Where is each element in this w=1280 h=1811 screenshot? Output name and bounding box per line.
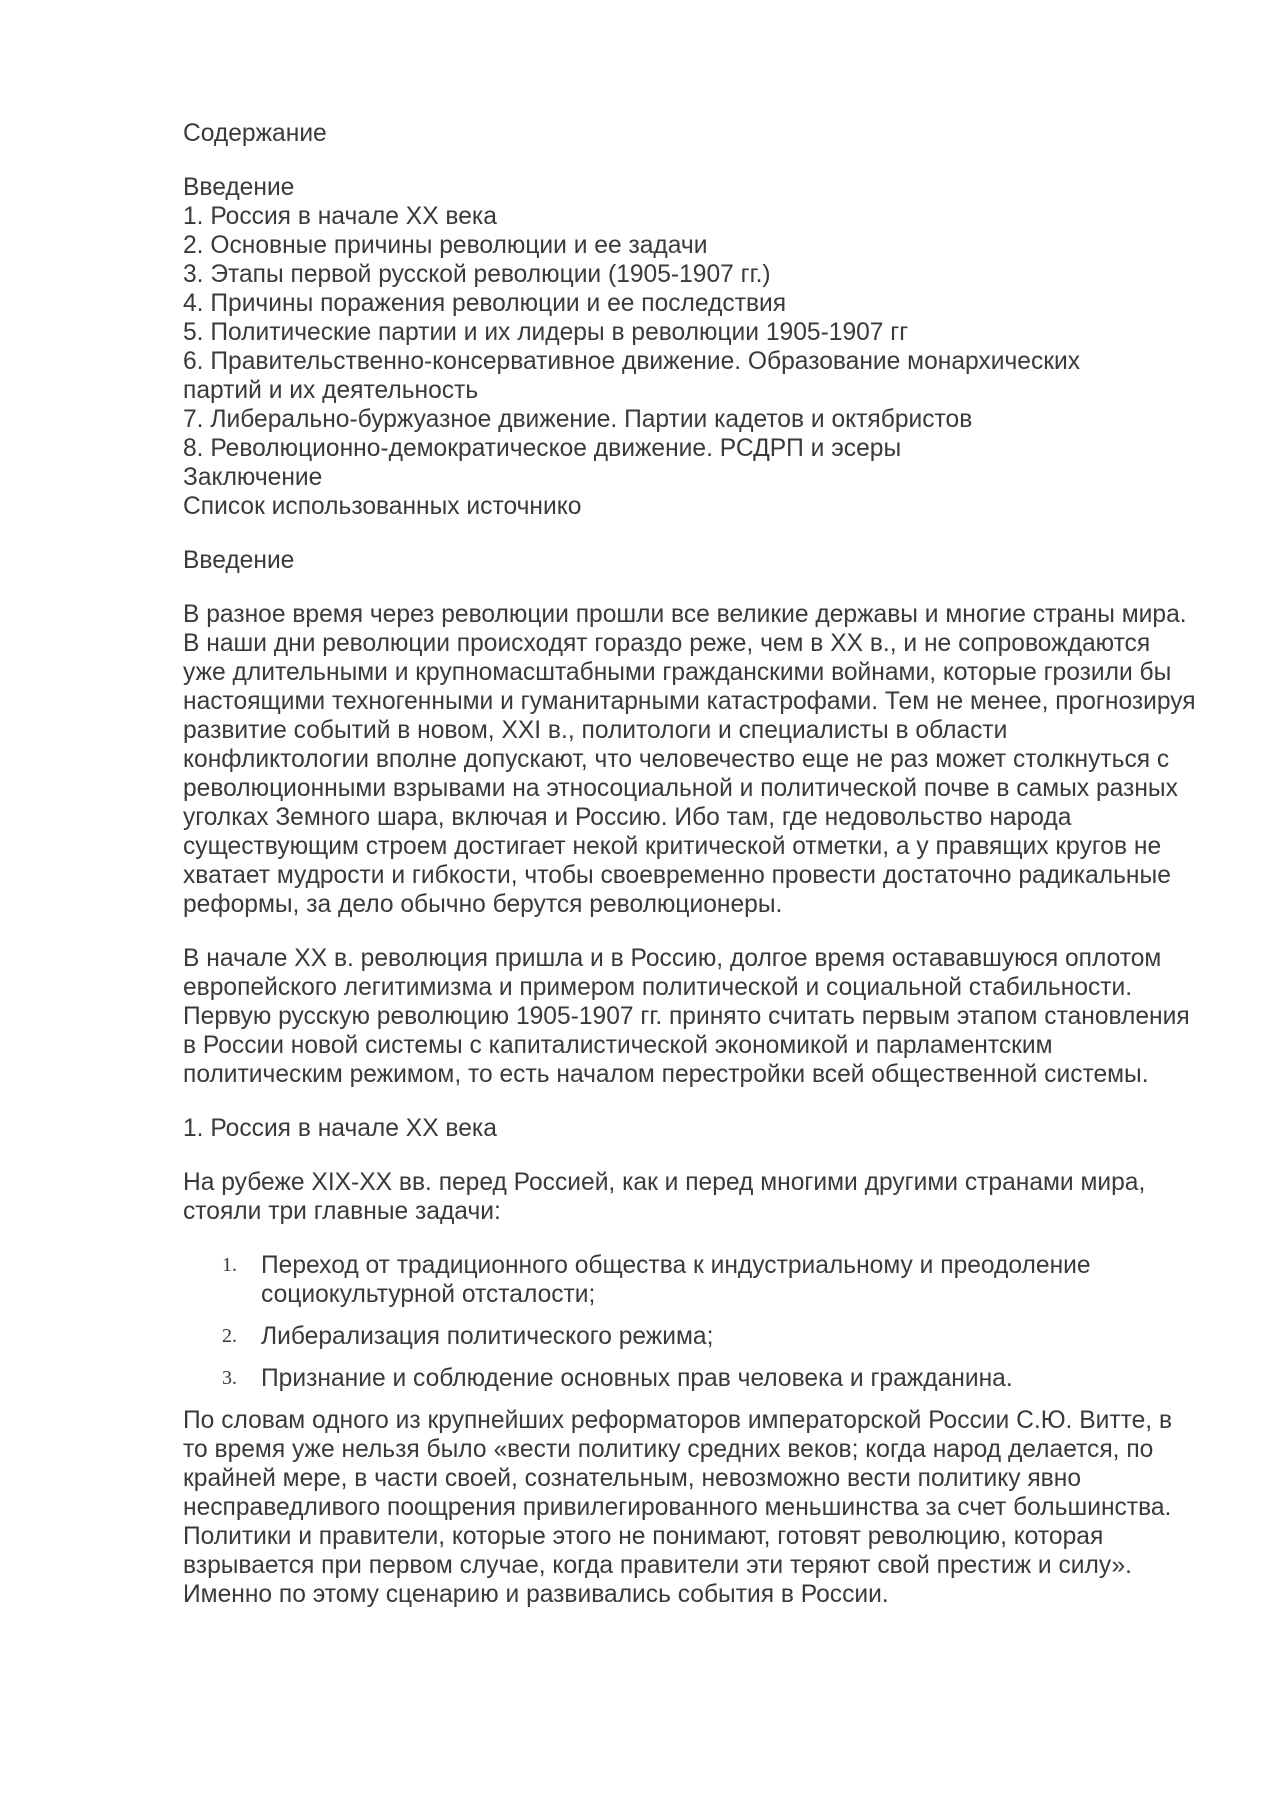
toc-item: 5. Политические партии и их лидеры в революции 1905-1907 гг	[183, 319, 909, 346]
list-item-text: Переход от традиционного общества к индустриальному и преодоление социокультурной отсталости;	[261, 1252, 1091, 1308]
list-item-number: 1.	[222, 1254, 237, 1276]
list-item-number: 2.	[222, 1325, 237, 1347]
list-item	[183, 1364, 1198, 1393]
toc-item: 2. Основные причины революции и ее задачи	[183, 232, 708, 259]
table-of-contents	[183, 173, 1198, 521]
toc-item: 3. Этапы первой русской революции (1905-1907 гг.)	[183, 261, 771, 288]
list-item	[183, 1322, 1198, 1351]
section-1-heading: 1. Россия в начале XX века	[183, 1115, 497, 1142]
toc-item: Список использованных источнико	[183, 493, 582, 520]
document-page	[183, 119, 1198, 1634]
toc-item: Введение	[183, 174, 295, 201]
section-1-paragraph-1: На рубеже XIX-XX вв. перед Россией, как и перед многими другими странами мира, стояли три главные задачи:	[183, 1169, 1146, 1225]
list-item	[183, 1251, 1198, 1309]
toc-item: 6. Правительственно-консервативное движение. Образование монархических	[183, 348, 1081, 375]
toc-item: Заключение	[183, 464, 323, 491]
list-item-text: Признание и соблюдение основных прав человека и гражданина.	[261, 1365, 1013, 1392]
tasks-list	[183, 1251, 1198, 1393]
toc-item: 1. Россия в начале XX века	[183, 203, 497, 230]
toc-title: Содержание	[183, 120, 327, 147]
section-1-paragraph-2: По словам одного из крупнейших реформаторов императорской России С.Ю. Витте, в то время уже нельзя было «вести политику средних веков; когда народ делается, по крайней мере, в части своей, сознательным, невозможно вести политику явно несправедливого поощрения привилегированного меньшинства за счет большинства. Политики и правители, которые этого не понимают, готовят революцию, которая взрывается при первом случае, когда правители эти теряют свой престиж и силу». Именно по этому сценарию и развивались события в России.	[183, 1407, 1173, 1608]
intro-paragraph-2: В начале XX в. революция пришла и в Россию, долгое время остававшуюся оплотом европейского легитимизма и примером политической и социальной стабильности. Первую русскую революцию 1905-1907 гг. принято считать первым этапом становления в России новой системы с капиталистической экономикой и парламентским политическим режимом, то есть началом перестройки всей общественной системы.	[183, 945, 1190, 1088]
list-item-text: Либерализация политического режима;	[261, 1323, 714, 1350]
intro-heading: Введение	[183, 547, 295, 574]
toc-item: 4. Причины поражения революции и ее последствия	[183, 290, 787, 317]
toc-item: 8. Революционно-демократическое движение. РСДРП и эсеры	[183, 435, 902, 462]
intro-paragraph-1: В разное время через революции прошли все великие державы и многие страны мира. В наши дни революции происходят гораздо реже, чем в XX в., и не сопровождаются уже длительными и крупномасштабными гражданскими войнами, которые грозили бы настоящими техногенными и гуманитарными катастрофами. Тем не менее, прогнозируя развитие событий в новом, XXI в., политологи и специалисты в области конфликтологии вполне допускают, что человечество еще не раз может столкнуться с революционными взрывами на этносоциальной и политической почве в самых разных уголках Земного шара, включая и Россию. Ибо там, где недовольство народа существующим строем достигает некой критической отметки, а у правящих кругов не хватает мудрости и гибкости, чтобы своевременно провести достаточно радикальные реформы, за дело обычно берутся революционеры.	[183, 601, 1196, 918]
toc-item: 7. Либерально-буржуазное движение. Партии кадетов и октябристов	[183, 406, 973, 433]
toc-item: партий и их деятельность	[183, 377, 479, 404]
list-item-number: 3.	[222, 1367, 237, 1389]
